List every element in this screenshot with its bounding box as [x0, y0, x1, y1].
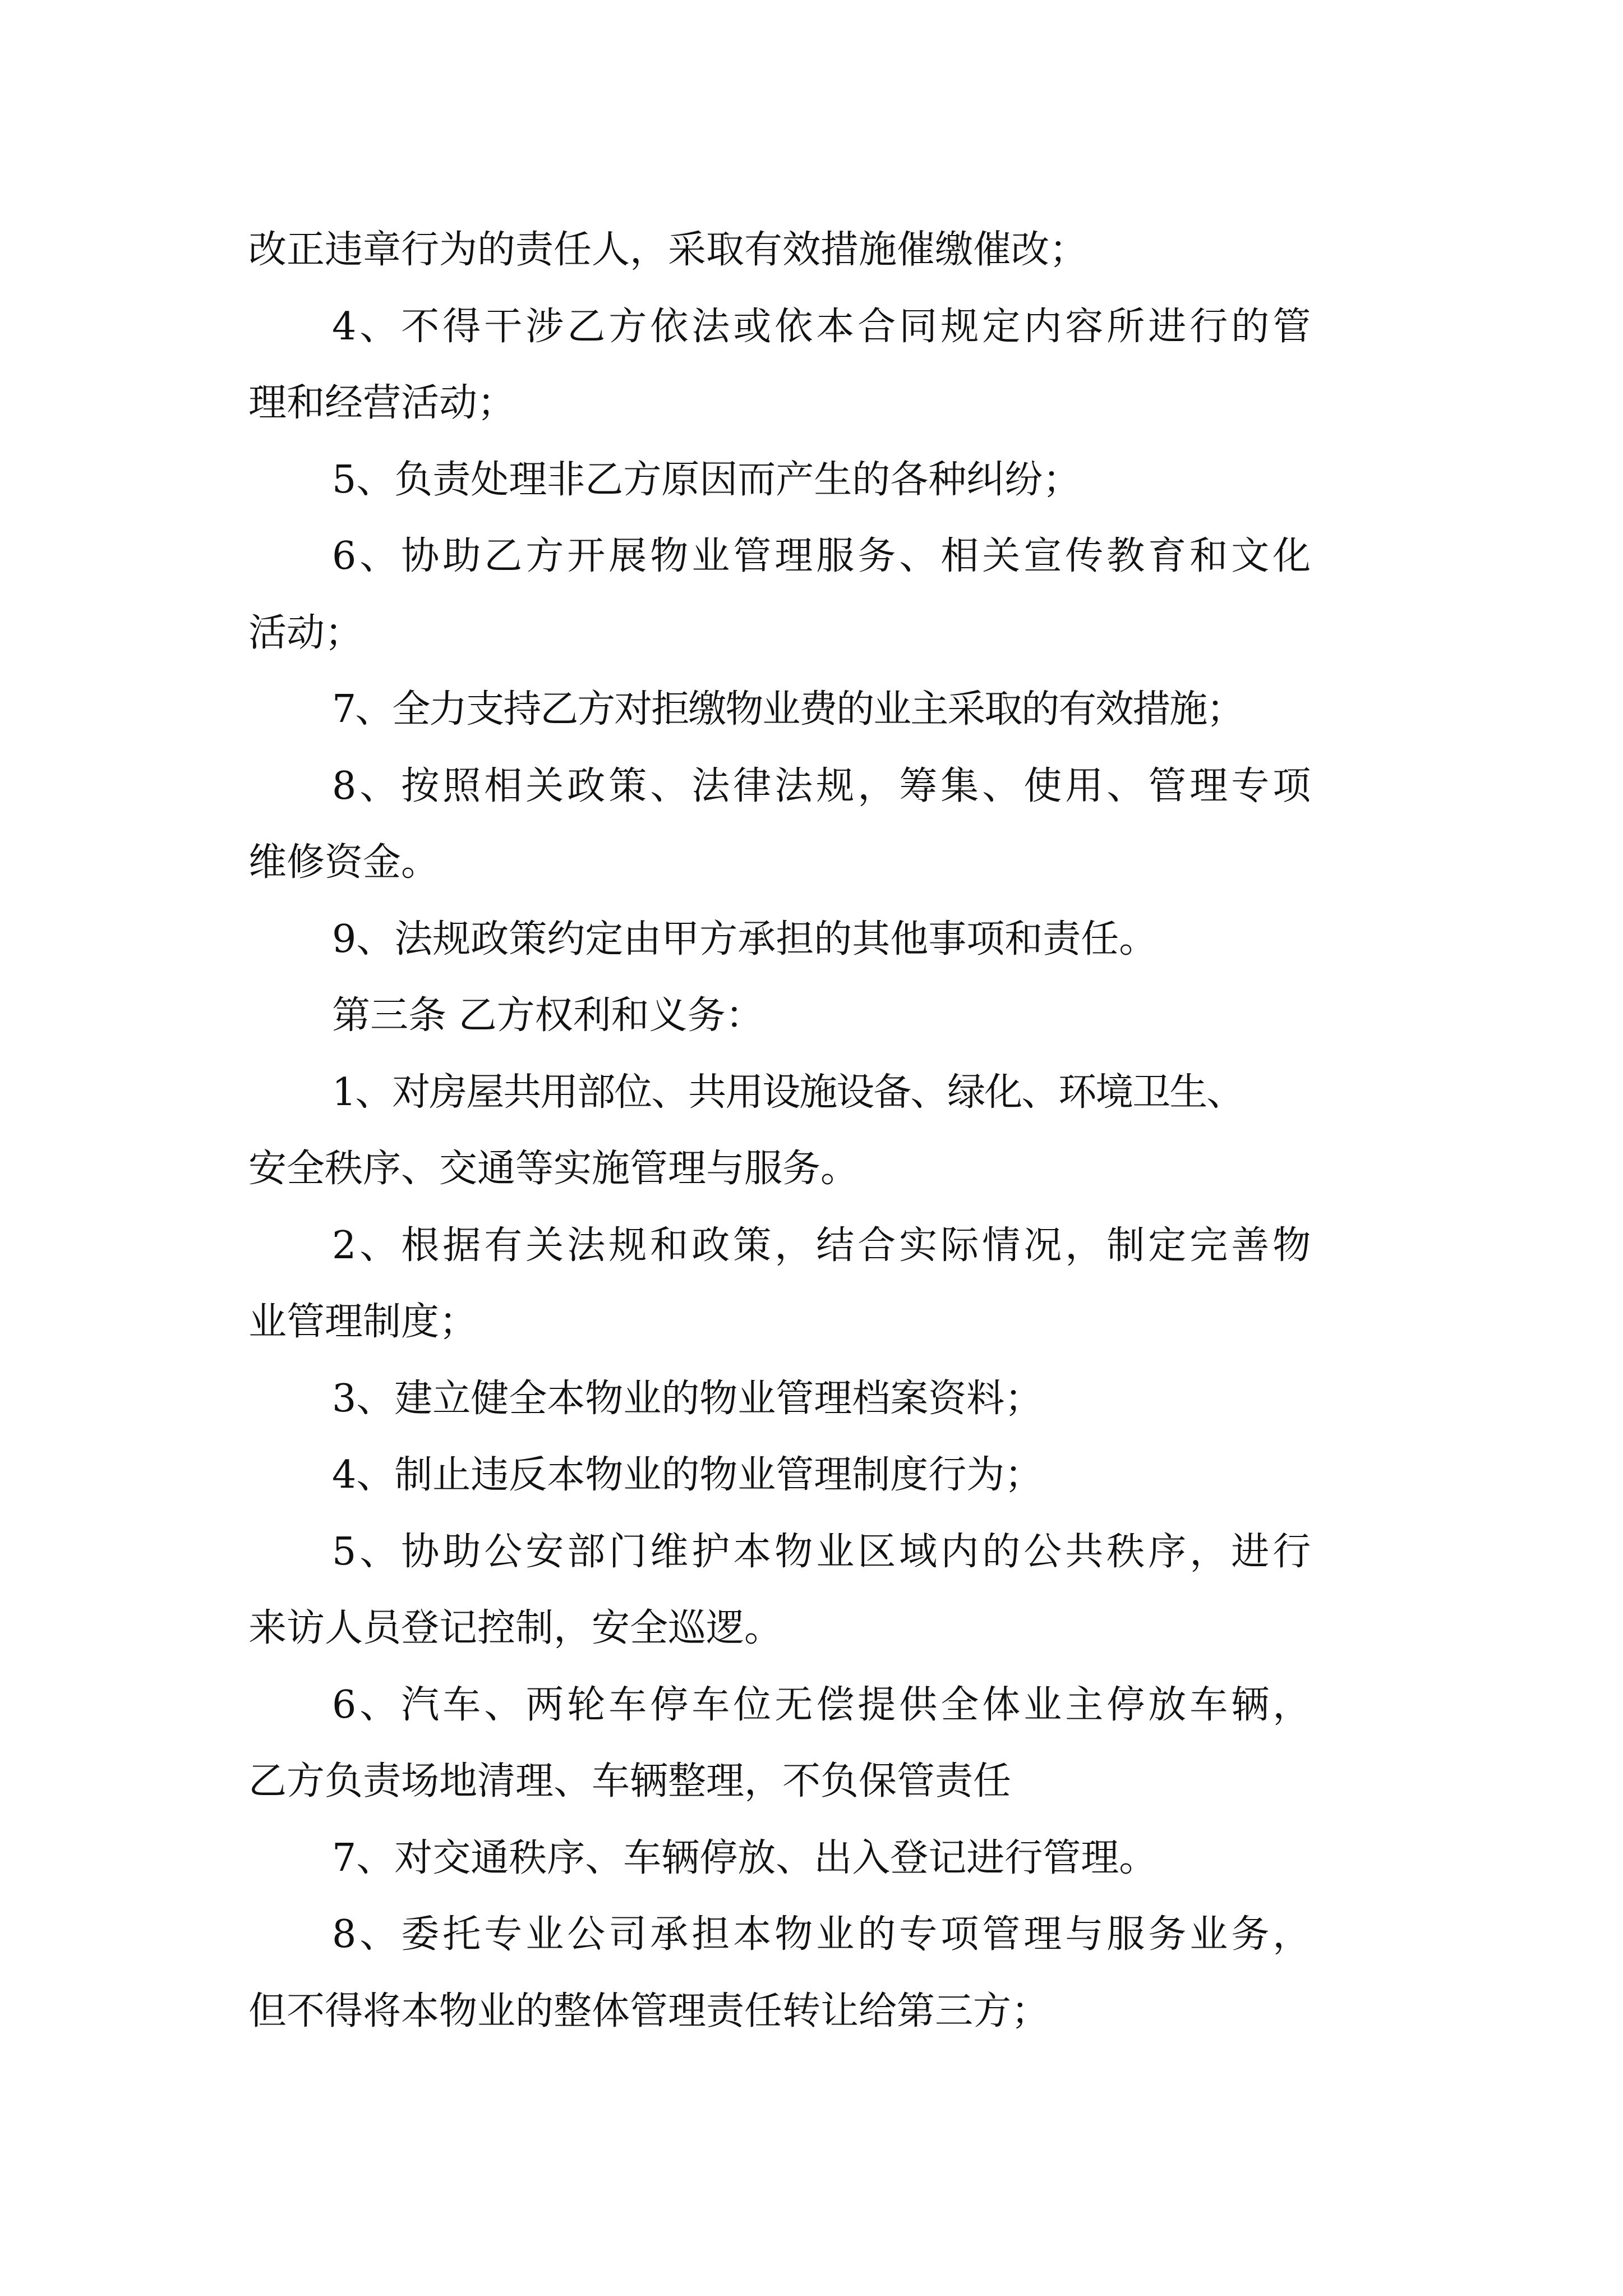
list-item-line: 6、协助乙方开展物业管理服务、相关宣传教育和文化	[332, 534, 1315, 578]
text-line: 但不得将本物业的整体管理责任转让给第三方；	[248, 1989, 1050, 2033]
list-item-line: 7、对交通秩序、车辆停放、出入登记进行管理。	[332, 1835, 1158, 1880]
list-item-line: 9、法规政策约定由甲方承担的其他事项和责任。	[332, 917, 1158, 961]
list-item-line: 4、制止违反本物业的物业管理制度行为；	[332, 1453, 1043, 1497]
list-item-line: 1、对房屋共用部位、共用设施设备、绿化、环境卫生、	[332, 1070, 1244, 1115]
text-line: 理和经营活动；	[248, 381, 516, 425]
text-line: 业管理制度；	[248, 1300, 478, 1344]
text-line: 安全秩序、交通等实施管理与服务。	[248, 1147, 859, 1191]
list-item-line: 8、委托专业公司承担本物业的专项管理与服务业务，	[332, 1912, 1315, 1957]
list-item-line: 4、不得干涉乙方依法或依本合同规定内容所进行的管	[332, 304, 1315, 349]
text-line: 维修资金。	[248, 840, 440, 885]
list-item-line: 8、按照相关政策、法律法规，筹集、使用、管理专项	[332, 763, 1315, 808]
section-heading: 第三条 乙方权利和义务：	[332, 993, 764, 1038]
document-body	[248, 212, 1393, 2050]
text-line: 改正违章行为的责任人，采取有效措施催缴催改；	[248, 228, 1088, 272]
list-item-line: 6、汽车、两轮车停车位无偿提供全体业主停放车辆，	[332, 1682, 1315, 1727]
list-item-line: 5、协助公安部门维护本物业区域内的公共秩序，进行	[332, 1529, 1315, 1574]
text-line: 乙方负责场地清理、车辆整理，不负保管责任	[248, 1759, 1012, 1803]
list-item-line: 7、全力支持乙方对拒缴物业费的业主采取的有效措施；	[332, 687, 1244, 731]
text-line: 来访人员登记控制，安全巡逻。	[248, 1606, 783, 1650]
list-item-line: 2、根据有关法规和政策，结合实际情况，制定完善物	[332, 1223, 1315, 1268]
list-item-line: 3、建立健全本物业的物业管理档案资料；	[332, 1376, 1043, 1421]
list-item-line: 5、负责处理非乙方原因而产生的各种纠纷；	[332, 457, 1081, 502]
text-line: 活动；	[248, 610, 363, 655]
